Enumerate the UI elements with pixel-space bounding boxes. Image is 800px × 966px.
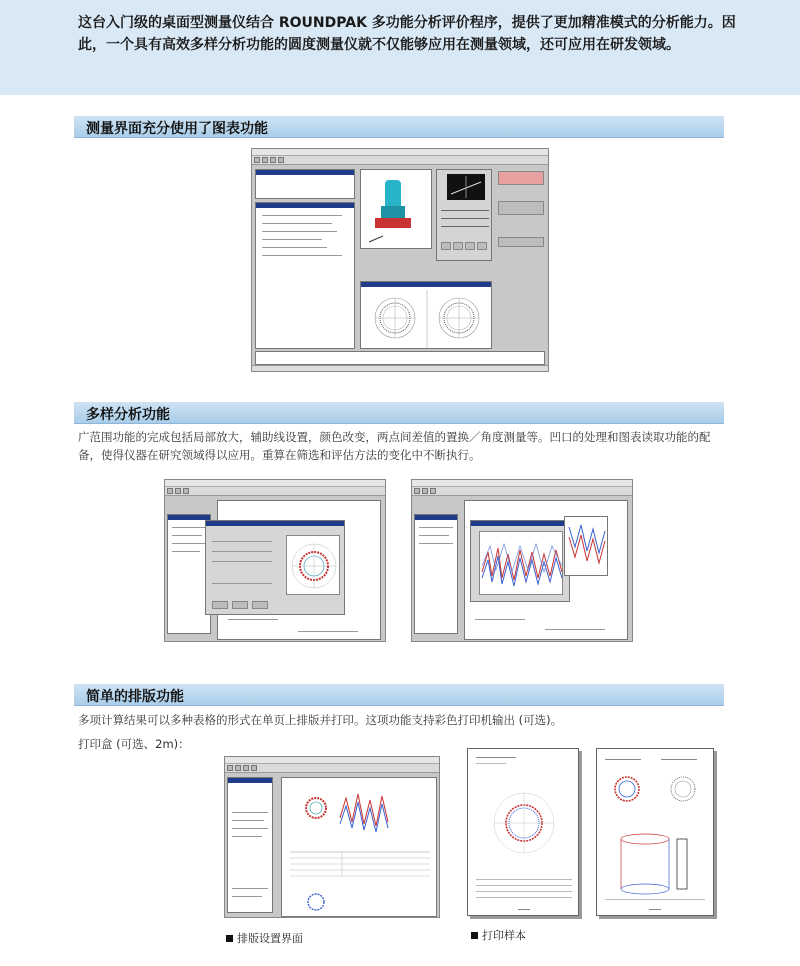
print-polar-plot xyxy=(468,783,580,883)
detector-display-panel xyxy=(436,169,492,261)
print-cylinder-plot xyxy=(597,831,715,901)
menu-bar xyxy=(252,149,548,156)
workpiece-icon xyxy=(361,170,433,250)
zoom-dialog xyxy=(205,520,345,615)
section-title: 多样分析功能 xyxy=(86,407,170,423)
load-calibration-button xyxy=(498,201,544,215)
intro-text: 这台入门级的桌面型测量仪结合 ROUNDPAK 多功能分析评价程序，提供了更加精准模式的分析能力。因此，一个具有高效多样分析功能的圆度测量仪就不仅能够应用在测量领域，还可应用在研发领域。 xyxy=(78,15,736,53)
toolbar-button xyxy=(254,157,260,163)
print-sample-page-1 xyxy=(467,748,579,916)
measurement-screenshot xyxy=(251,148,549,372)
section-header-analysis xyxy=(74,402,724,424)
intro-banner xyxy=(0,0,800,95)
panel-titlebar xyxy=(361,282,491,287)
surface-dialog xyxy=(470,520,570,602)
bullet-square-icon xyxy=(471,932,478,939)
layout-graphs xyxy=(282,778,438,918)
program-list xyxy=(227,777,273,913)
analysis-description: 广范围功能的完成包括局部放大，辅助线设置，颜色改变，两点间差值的置换／角度测量等。凹口的处理和图表读取功能的配备，使得仪器在研究领域得以应用。重算在筛选和评估方法的变化中不断执行。 xyxy=(78,430,711,462)
toolbar-button xyxy=(270,157,276,163)
toolbar xyxy=(252,156,548,165)
layout-description: 多项计算结果可以多种表格的形式在单页上排版并打印。这项功能支持彩色打印机输出 (可选)。 xyxy=(78,713,563,727)
polar-graphs xyxy=(361,282,493,350)
print-polar-plots xyxy=(597,765,715,825)
message-panel xyxy=(255,351,545,365)
analysis-screenshot-surface xyxy=(411,479,633,642)
section-header-measurement xyxy=(74,116,724,138)
status-bar xyxy=(252,365,548,371)
stop-button xyxy=(498,237,544,247)
panel-titlebar xyxy=(256,170,354,175)
side-plot xyxy=(564,516,608,576)
toolbar-button xyxy=(278,157,284,163)
measure-conditions-panel xyxy=(255,169,355,199)
section-title: 简单的排版功能 xyxy=(86,689,184,705)
print-sample-page-2 xyxy=(596,748,714,916)
surface-plot xyxy=(480,532,564,596)
analysis-screenshot-zoom xyxy=(164,479,386,642)
caption-print-sample: 打印样本 xyxy=(471,927,526,943)
section-title: 测量界面充分使用了图表功能 xyxy=(86,121,268,137)
program-list xyxy=(414,514,458,634)
caption-layout-screen: 排版设置界面 xyxy=(226,930,303,946)
zoom-polar-plot xyxy=(287,536,341,596)
start-button xyxy=(498,171,544,185)
layout-screenshot xyxy=(224,756,440,918)
part-program-list xyxy=(255,202,355,349)
detector-screen xyxy=(447,174,485,200)
workpiece-view xyxy=(360,169,432,249)
layout-page xyxy=(281,777,437,917)
toolbar-button xyxy=(262,157,268,163)
panel-titlebar xyxy=(256,203,354,208)
print-box-note: 打印盒 (可选、2m)： xyxy=(78,737,190,751)
bullet-square-icon xyxy=(226,935,233,942)
graph-window xyxy=(360,281,492,349)
section-header-layout xyxy=(74,684,724,706)
